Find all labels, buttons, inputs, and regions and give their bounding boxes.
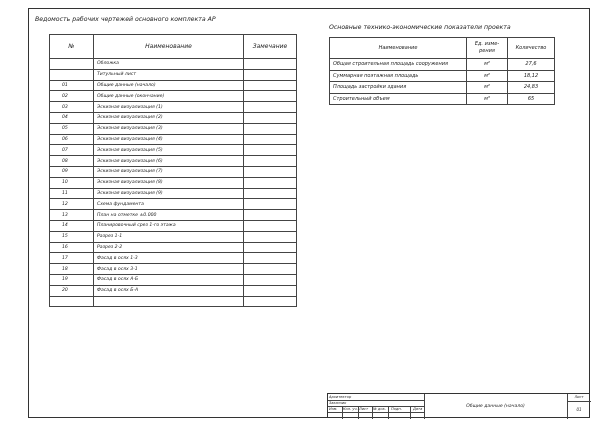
- column-header: Наименование: [330, 38, 467, 59]
- stamp-col-label: Изм.: [329, 407, 338, 411]
- sheet-name: Эскизная визуализация (9): [94, 188, 244, 199]
- sheet-list-title: Ведомость рабочих чертежей основного комплекта АР: [35, 16, 216, 23]
- sheet-name: Титульный лист: [94, 69, 244, 80]
- table-row: [50, 188, 297, 199]
- sheet-note: [244, 102, 297, 113]
- sheet-note: [244, 231, 297, 242]
- sheet-number: 03: [50, 102, 94, 113]
- sheet-number: 07: [50, 145, 94, 156]
- sheet-note: [244, 285, 297, 296]
- column-header: №: [50, 35, 94, 59]
- tep-table: [329, 37, 555, 105]
- sheet-number: 09: [50, 166, 94, 177]
- sheet-number: 04: [50, 112, 94, 123]
- sheet-name: [94, 296, 244, 307]
- sheet-name: Эскизная визуализация (1): [94, 102, 244, 113]
- sheet-note: [244, 177, 297, 188]
- sheet-note: [244, 134, 297, 145]
- tep-title: Основные технико-экономические показатели проекта: [329, 24, 511, 31]
- sheet-note: [244, 91, 297, 102]
- sheet-name: Эскизная визуализация (2): [94, 112, 244, 123]
- table-row: [50, 112, 297, 123]
- tep-unit: м²: [467, 70, 508, 82]
- sheet-name: Схема фундамента: [94, 199, 244, 210]
- column-header: Ед. изме-рения: [467, 38, 508, 59]
- tep-quantity: 27,6: [508, 59, 555, 71]
- sheet-number: 02: [50, 91, 94, 102]
- table-row: [330, 70, 555, 82]
- tep-unit: м²: [467, 59, 508, 71]
- sheet-name: Общие данные (окончание): [94, 91, 244, 102]
- table-row: [50, 264, 297, 275]
- sheet-number: 05: [50, 123, 94, 134]
- table-row: [50, 285, 297, 296]
- column-header: Замечание: [244, 35, 297, 59]
- tep-quantity: 18,12: [508, 70, 555, 82]
- tep-unit: м³: [467, 93, 508, 105]
- sheet-number: 12: [50, 199, 94, 210]
- sheet-name: Эскизная визуализация (8): [94, 177, 244, 188]
- sheet-name: План на отметке ±0.000: [94, 210, 244, 221]
- table-row: [50, 123, 297, 134]
- sheet-number: [50, 59, 94, 70]
- tep-unit: м²: [467, 82, 508, 94]
- tep-name: Строительный объем: [330, 93, 467, 105]
- table-row: [50, 134, 297, 145]
- table-row: [50, 166, 297, 177]
- table-row: [330, 82, 555, 94]
- sheet-number: 14: [50, 220, 94, 231]
- sheet-number: 01: [50, 80, 94, 91]
- sheet-number: 13: [50, 210, 94, 221]
- table-row: [50, 80, 297, 91]
- table-row: [50, 199, 297, 210]
- tep-name: Площадь застройки здания: [330, 82, 467, 94]
- sheet-note: [244, 264, 297, 275]
- sheet-number: 08: [50, 156, 94, 167]
- table-row: [50, 220, 297, 231]
- sheet-number: 19: [50, 274, 94, 285]
- table-row: [50, 253, 297, 264]
- sheet-name: Обложка: [94, 59, 244, 70]
- sheet-name: Эскизная визуализация (6): [94, 156, 244, 167]
- tep-quantity: 24,83: [508, 82, 555, 94]
- sheet-name: Эскизная визуализация (7): [94, 166, 244, 177]
- table-row: [50, 177, 297, 188]
- table-row: [50, 69, 297, 80]
- sheet-number: 10: [50, 177, 94, 188]
- sheet-note: [244, 145, 297, 156]
- sheet-note: [244, 80, 297, 91]
- stamp-sheet-label: Лист: [574, 395, 584, 399]
- table-header-row: [330, 38, 555, 59]
- sheet-number: 16: [50, 242, 94, 253]
- table-row: [50, 102, 297, 113]
- stamp-customer-label: Заказчик: [329, 400, 347, 405]
- sheet-note: [244, 188, 297, 199]
- sheet-name: Общие данные (начало): [94, 80, 244, 91]
- column-header: Количество: [508, 38, 555, 59]
- table-row: [50, 274, 297, 285]
- stamp-col-label: Подп.: [391, 407, 402, 411]
- sheet-name: Фасад в осях Б-А: [94, 285, 244, 296]
- table-row: [50, 231, 297, 242]
- tep-quantity: 65: [508, 93, 555, 105]
- table-header-row: [50, 35, 297, 59]
- sheet-note: [244, 156, 297, 167]
- stamp-architect-label: Архитектор: [329, 394, 352, 399]
- sheet-note: [244, 69, 297, 80]
- sheet-list-table: [49, 34, 297, 307]
- stamp-col-label: Дата: [413, 407, 423, 411]
- sheet-note: [244, 242, 297, 253]
- stamp-sheet-number: 01: [576, 407, 582, 412]
- sheet-name: Фасад в осях 3-1: [94, 264, 244, 275]
- sheet-note: [244, 253, 297, 264]
- table-row: [50, 145, 297, 156]
- table-row: [330, 59, 555, 71]
- sheet-number: 17: [50, 253, 94, 264]
- sheet-note: [244, 220, 297, 231]
- sheet-name: Планировочный срез 1-го этажа: [94, 220, 244, 231]
- table-row: [50, 296, 297, 307]
- sheet-note: [244, 274, 297, 285]
- stamp-sheet-title: Общие данные (начало): [466, 404, 525, 409]
- stamp-col-label: Кол. уч.: [343, 407, 358, 411]
- sheet-number: 18: [50, 264, 94, 275]
- sheet-name: Эскизная визуализация (3): [94, 123, 244, 134]
- sheet-name: Разрез 2-2: [94, 242, 244, 253]
- sheet-note: [244, 123, 297, 134]
- column-header: Наименование: [94, 35, 244, 59]
- tep-name: Суммарная поэтажная площадь: [330, 70, 467, 82]
- table-row: [50, 91, 297, 102]
- sheet-name: Эскизная визуализация (5): [94, 145, 244, 156]
- title-block: [327, 393, 590, 418]
- sheet-number: 06: [50, 134, 94, 145]
- sheet-number: 20: [50, 285, 94, 296]
- sheet-number: 11: [50, 188, 94, 199]
- table-row: [50, 242, 297, 253]
- table-row: [330, 93, 555, 105]
- sheet-note: [244, 112, 297, 123]
- sheet-number: 15: [50, 231, 94, 242]
- sheet-note: [244, 199, 297, 210]
- table-row: [50, 156, 297, 167]
- stamp-col-label: № док.: [373, 407, 386, 411]
- table-row: [50, 59, 297, 70]
- sheet-number: [50, 69, 94, 80]
- sheet-note: [244, 166, 297, 177]
- sheet-note: [244, 59, 297, 70]
- sheet-name: Фасад в осях 1-3: [94, 253, 244, 264]
- sheet-name: Фасад в осях А-Б: [94, 274, 244, 285]
- sheet-note: [244, 296, 297, 307]
- sheet-number: [50, 296, 94, 307]
- sheet-name: Разрез 1-1: [94, 231, 244, 242]
- table-row: [50, 210, 297, 221]
- stamp-col-label: Лист: [359, 407, 369, 411]
- tep-name: Общая строительная площадь сооружения: [330, 59, 467, 71]
- sheet-note: [244, 210, 297, 221]
- sheet-name: Эскизная визуализация (4): [94, 134, 244, 145]
